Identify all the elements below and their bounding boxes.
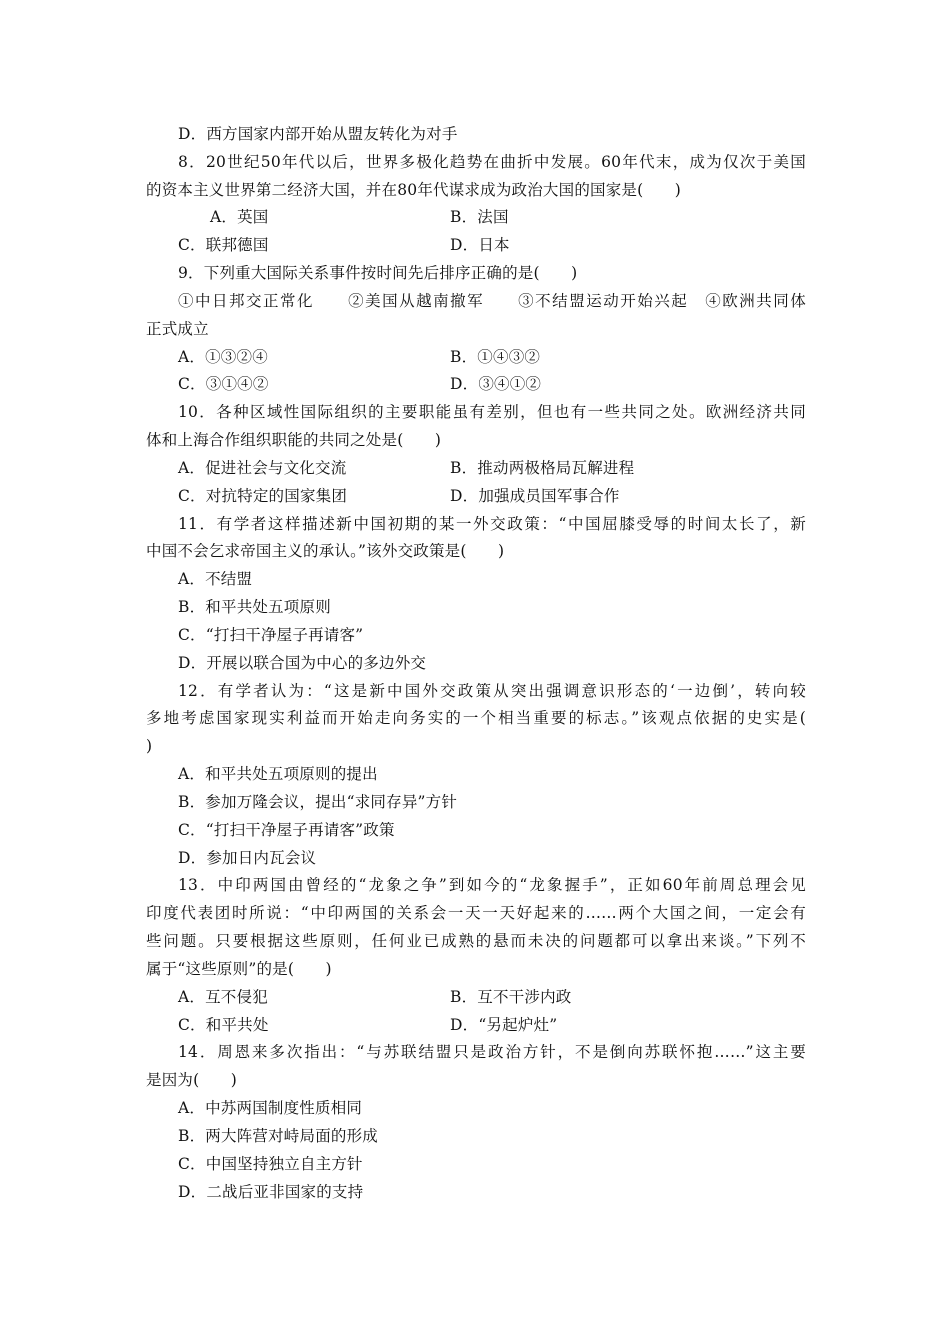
option-12-b: B．参加万隆会议，提出“求同存异”方针 <box>178 793 458 811</box>
question-12-stem: 12．有学者认为：“这是新中国外交政策从突出强调意识形态的‘一边倒’，转向较 <box>178 682 806 700</box>
option-12-c: C．“打扫干净屋子再请客”政策 <box>178 821 395 839</box>
option-11-c: C．“打扫干净屋子再请客” <box>178 626 364 644</box>
option-13-c: C．和平共处 <box>178 1016 269 1034</box>
option-7-d: D．西方国家内部开始从盟友转化为对手 <box>178 125 458 143</box>
question-8-stem: 8．20世纪50年代以后，世界多极化趋势在曲折中发展。60年代末，成为仅次于美国 <box>178 153 806 171</box>
question-9-items: ①中日邦交正常化 ②美国从越南撤军 ③不结盟运动开始兴起 ④欧洲共同体 <box>178 292 806 310</box>
option-14-b: B．两大阵营对峙局面的形成 <box>178 1127 378 1145</box>
question-11-stem: 11．有学者这样描述新中国初期的某一外交政策：“中国屈膝受辱的时间太长了，新 <box>178 515 806 533</box>
question-12-bracket: ) <box>146 737 153 755</box>
option-11-b: B．和平共处五项原则 <box>178 598 331 616</box>
option-10-c: C．对抗特定的国家集团 <box>178 487 348 505</box>
question-14-stem: 14．周恩来多次指出：“与苏联结盟只是政治方针，不是倒向苏联怀抱……”这主要 <box>178 1043 806 1061</box>
option-11-a: A．不结盟 <box>178 570 253 588</box>
option-11-d: D．开展以联合国为中心的多边外交 <box>178 654 427 672</box>
question-8-stem-cont: 的资本主义世界第二经济大国，并在80年代谋求成为政治大国的国家是( ) <box>146 181 682 199</box>
option-8-b: B．法国 <box>450 208 509 226</box>
question-13-stem-cont2: 些问题。只要根据这些原则，任何业已成熟的悬而未决的问题都可以拿出来谈。”下列不 <box>146 932 806 950</box>
question-10-stem: 10．各种区域性国际组织的主要职能虽有差别，但也有一些共同之处。欧洲经济共同 <box>178 403 806 421</box>
option-8-c: C．联邦德国 <box>178 236 269 254</box>
option-9-d: D．③④①② <box>450 375 542 393</box>
option-9-a: A．①③②④ <box>178 348 268 366</box>
question-10-stem-cont: 体和上海合作组织职能的共同之处是( ) <box>146 431 442 449</box>
option-14-c: C．中国坚持独立自主方针 <box>178 1155 363 1173</box>
question-13-stem-cont3: 属于“这些原则”的是( ) <box>146 960 332 978</box>
option-13-b: B．互不干涉内政 <box>450 988 572 1006</box>
option-10-a: A．促进社会与文化交流 <box>178 459 347 477</box>
option-12-d: D．参加日内瓦会议 <box>178 849 317 867</box>
option-14-d: D．二战后亚非国家的支持 <box>178 1183 364 1201</box>
option-13-a: A．互不侵犯 <box>178 988 268 1006</box>
question-11-stem-cont: 中国不会乞求帝国主义的承认。”该外交政策是( ) <box>146 542 505 560</box>
option-8-d: D．日本 <box>450 236 510 254</box>
option-10-b: B．推动两极格局瓦解进程 <box>450 459 635 477</box>
option-10-d: D．加强成员国军事合作 <box>450 487 620 505</box>
question-13-stem-cont1: 印度代表团时所说：“中印两国的关系会一天一天好起来的……两个大国之间，一定会有 <box>146 904 806 922</box>
option-13-d: D．“另起炉灶” <box>450 1016 558 1034</box>
question-12-stem-cont: 多地考虑国家现实利益而开始走向务实的一个相当重要的标志。”该观点依据的史实是( <box>146 709 806 727</box>
option-8-a: A．英国 <box>210 208 269 226</box>
question-13-stem: 13．中印两国由曾经的“龙象之争”到如今的“龙象握手”，正如60年前周总理会见 <box>178 876 806 894</box>
option-12-a: A．和平共处五项原则的提出 <box>178 765 378 783</box>
question-9-items-cont: 正式成立 <box>146 320 209 338</box>
question-9-stem: 9．下列重大国际关系事件按时间先后排序正确的是( ) <box>178 264 578 282</box>
option-14-a: A．中苏两国制度性质相同 <box>178 1099 363 1117</box>
question-14-stem-cont: 是因为( ) <box>146 1071 237 1089</box>
option-9-b: B．①④③② <box>450 348 541 366</box>
option-9-c: C．③①④② <box>178 375 269 393</box>
